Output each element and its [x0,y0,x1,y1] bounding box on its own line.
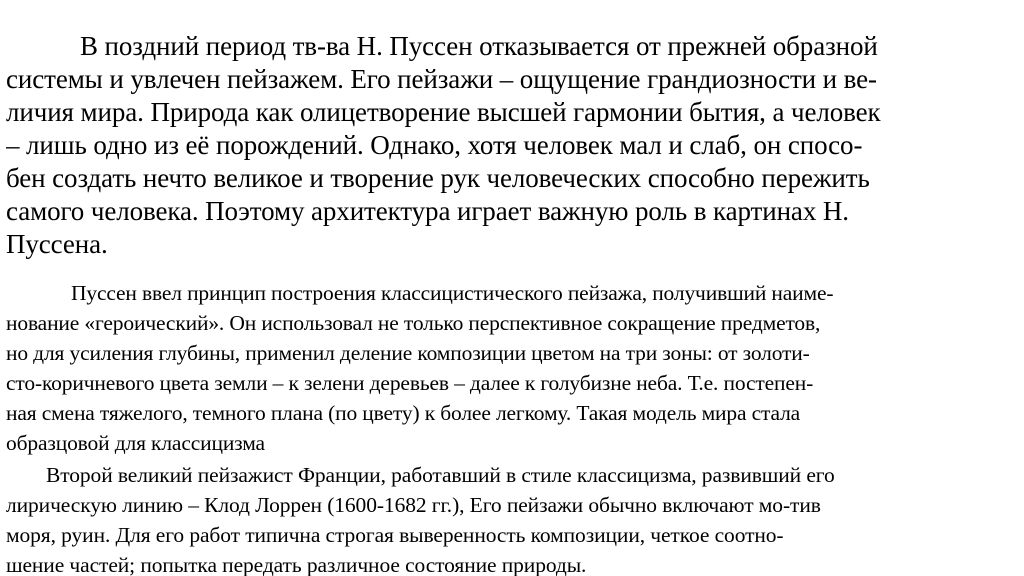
paragraph-1-line: В поздний период тв-ва Н. Пуссен отказывается от прежней образной [80,31,878,61]
paragraph-2-line: образцовой для классицизма [6,431,265,455]
paragraph-3-line: Второй великий пейзажист Франции, работавший в стиле классицизма, развивший его [46,463,835,487]
paragraph-2-line: ная смена тяжелого, темного плана (по цвету) к более легкому. Такая модель мира стала [6,401,801,425]
paragraph-2-line: нование «героический». Он использовал не только перспективное сокращение предметов, [6,311,821,335]
paragraph-2-line: но для усиления глубины, применил деление композиции цветом на три зоны: от золоти- [6,341,810,365]
paragraph-3-line: шение частей; попытка передать различное состояние природы. [6,553,587,576]
paragraph-1-line: – лишь одно из её порождений. Однако, хотя человек мал и слаб, он спосо- [6,130,863,160]
paragraph-2-line: Пуссен ввел принцип построения классицистического пейзажа, получивший наиме- [71,281,834,305]
paragraph-3-line: лирическую линию – Клод Лоррен (1600-1682 гг.), Его пейзажи обычно включают мо-тив [6,493,821,517]
paragraph-1-line: личия мира. Природа как олицетворение высшей гармонии бытия, а человек [6,97,881,127]
paragraph-3-line: моря, руин. Для его работ типична строгая выверенность композиции, четкое соотно- [6,523,784,547]
paragraph-1-line: бен создать нечто великое и творение рук человеческих способно пережить [6,163,870,193]
paragraph-2-line: сто-коричневого цвета земли – к зелени деревьев – далее к голубизне неба. Т.е. постепен- [6,371,814,395]
document-page [6,0,1018,576]
paragraph-1-line: Пуссена. [6,229,108,259]
paragraph-1-line: системы и увлечен пейзажем. Его пейзажи – ощущение грандиозности и ве- [6,64,877,94]
paragraph-1-line: самого человека. Поэтому архитектура играет важную роль в картинах Н. [6,196,849,226]
